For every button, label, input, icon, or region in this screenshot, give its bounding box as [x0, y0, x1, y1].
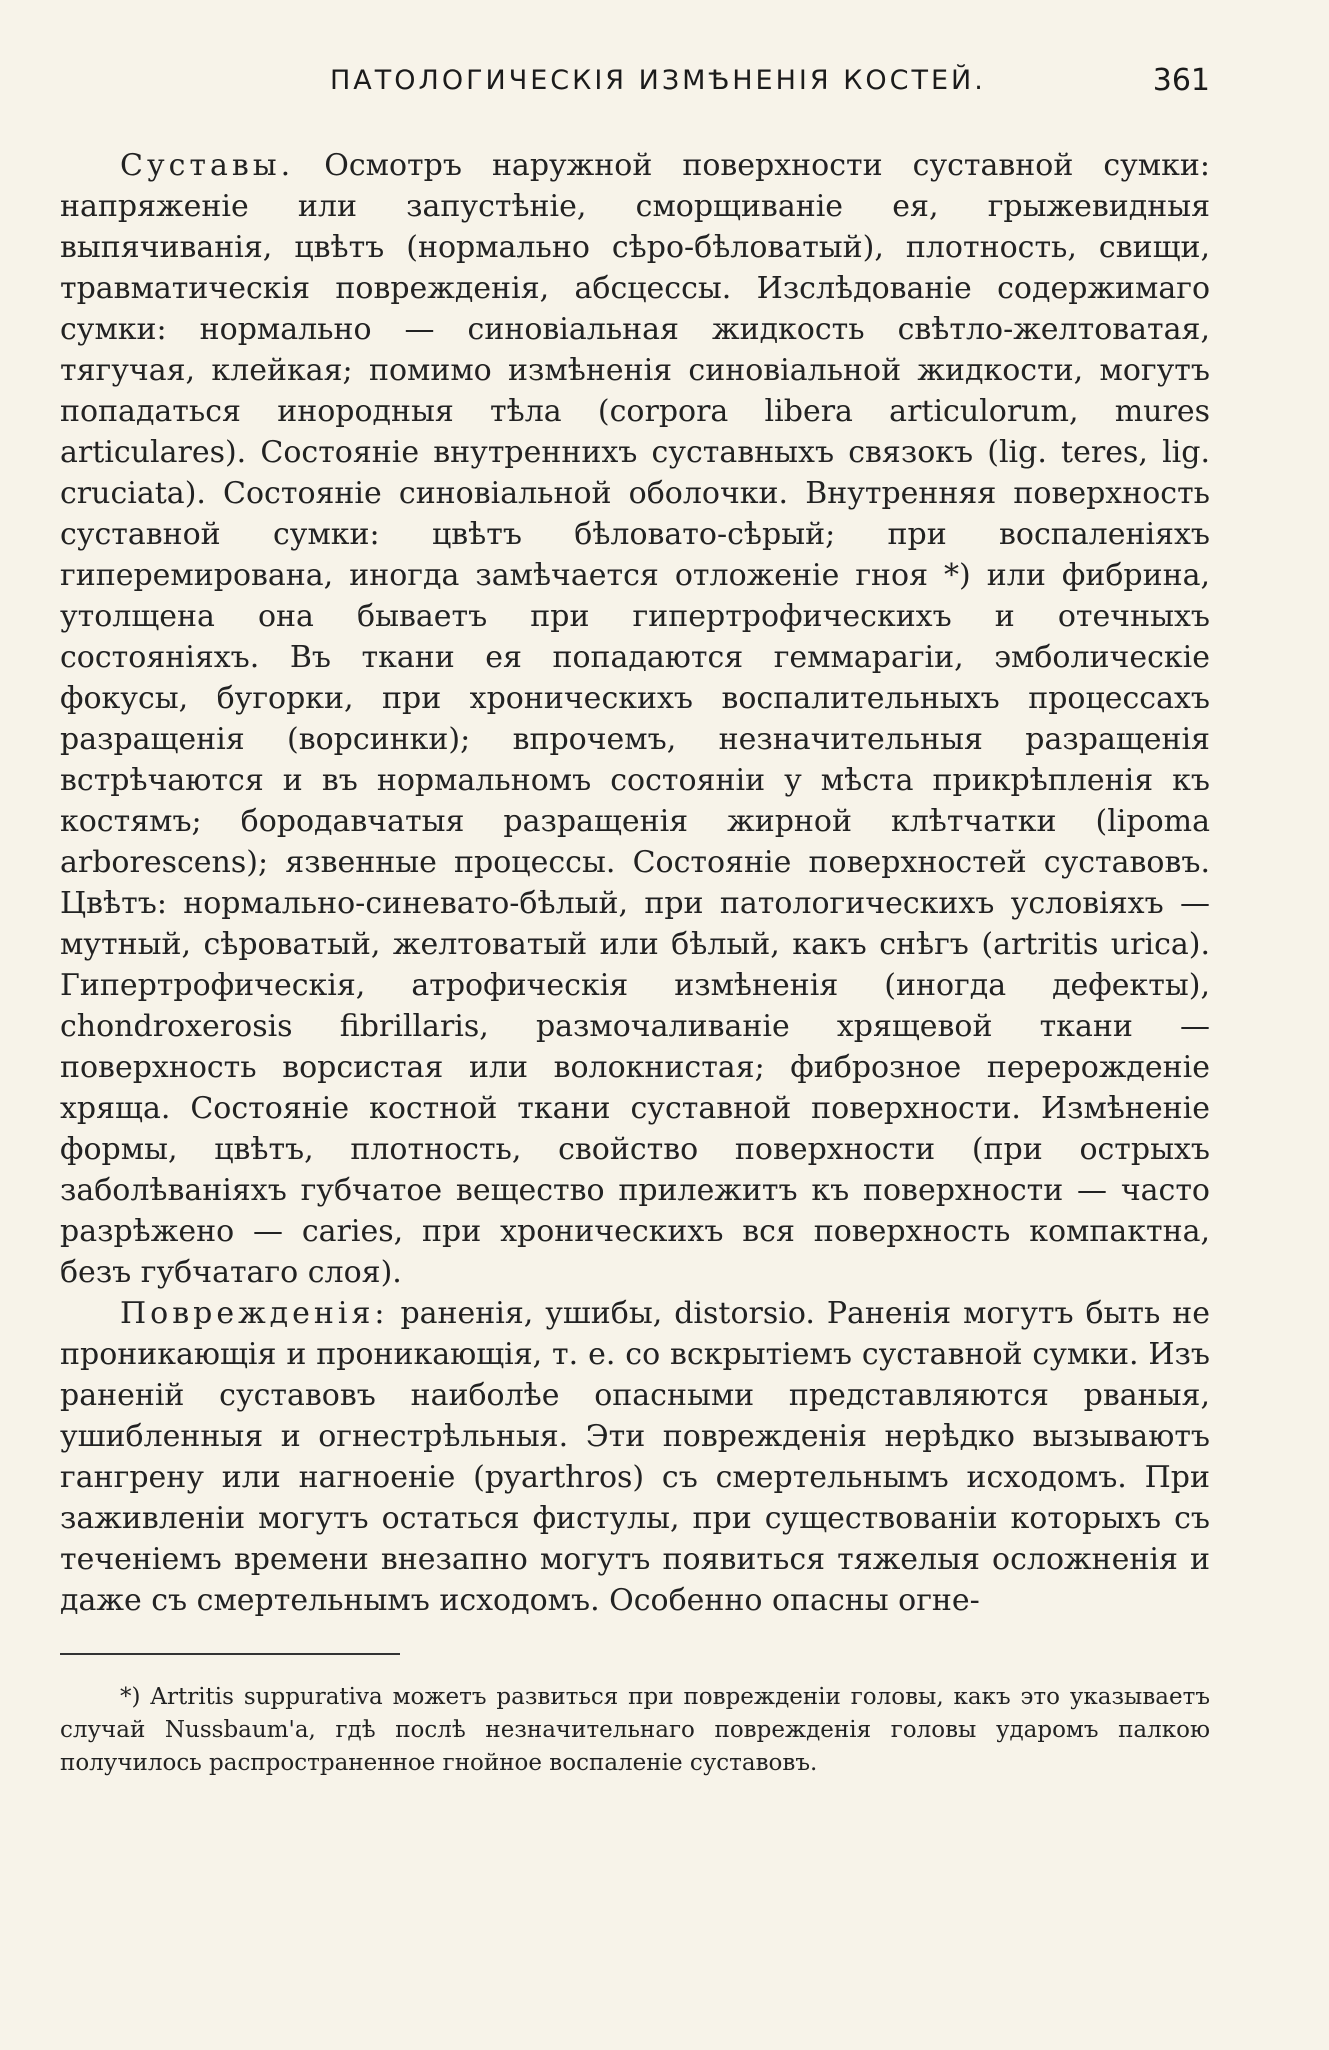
paragraph-text: раненія, ушибы, distorsio. Раненія могутъ быть не проникающія и проникающія, т. е. со вскрытіемъ суставной сумки. Изъ раненій суставовъ наиболѣе опасными представляются рваныя, ушибленныя и огнестрѣльныя. Эти поврежденія нерѣдко вызываютъ гангрену или нагноеніе (pyarthros) съ смертельнымъ исходомъ. При заживленіи могутъ остаться фистулы, при существованіи которыхъ съ теченіемъ времени внезапно могутъ появиться тяжелыя осложненія и даже съ смертельнымъ исходомъ. Особенно опасны огне- [60, 1296, 1210, 1618]
running-title: ПАТОЛОГИЧЕСКІЯ ИЗМѢНЕНІЯ КОСТЕЙ. [330, 65, 986, 96]
paragraph-text: Осмотръ наружной поверхности суставной сумки: напряженіе или запустѣніе, сморщиваніе ея, грыжевидныя выпячиванія, цвѣтъ (нормально сѣро-бѣловатый), плотность, свищи, травматическія поврежденія, абсцессы. Изслѣдованіе содержимаго сумки: нормально — синовіальная жидкость свѣтло-желтоватая, тягучая, клейкая; помимо измѣненія синовіальной жидкости, могутъ попадаться инородныя тѣла (corpora libera articulorum, mures articulares). Состояніе внутреннихъ суставныхъ связокъ (lig. teres, lig. cruciata). Состояніе синовіальной оболочки. Внутренняя поверхность суставной сумки: цвѣтъ бѣловато-сѣрый; при воспаленіяхъ гиперемирована, иногда замѣчается отложеніе гноя *) или фибрина, утолщена она бываетъ при гипертрофическихъ и отечныхъ состояніяхъ. Въ ткани ея попадаются геммарагіи, эмболическіе фокусы, бугорки, при хроническихъ воспалительныхъ процессахъ разращенія (ворсинки); впрочемъ, незначительныя разращенія встрѣчаются и въ нормальномъ состояніи у мѣста прикрѣпленія къ костямъ; бородавчатыя разращенія жирной клѣтчатки (lipoma arborescens); язвенные процессы. Состояніе поверхностей суставовъ. Цвѣтъ: нормально-синевато-бѣлый, при патологическихъ условіяхъ — мутный, сѣроватый, желтоватый или бѣлый, какъ снѣгъ (artritis urica). Гипертрофическія, атрофическія измѣненія (иногда дефекты), chondroxerosis fibrillaris, размочаливаніе хрящевой ткани — поверхность ворсистая или волокнистая; фиброзное перерожденіе хряща. Состояніе костной ткани суставной поверхности. Измѣненіе формы, цвѣтъ, плотность, свойство поверхности (при острыхъ заболѣваніяхъ губчатое вещество прилежитъ къ поверхности — часто разрѣжено — caries, при хроническихъ вся поверхность компактна, безъ губчатаго слоя). [60, 148, 1210, 1290]
footnote-divider [60, 1653, 400, 1655]
paragraph-lead: Поврежденія: [120, 1296, 389, 1331]
paragraph-injuries [60, 1293, 1210, 1621]
paragraph-joints [60, 145, 1210, 1293]
running-header [60, 55, 1210, 105]
page-number: 361 [1152, 63, 1210, 98]
paragraph-lead: Суставы. [120, 148, 295, 183]
book-page [60, 55, 1210, 1780]
footnote: *) Artritis suppurativa можетъ развиться при поврежденіи головы, какъ это указываетъ случай Nussbaum'a, гдѣ послѣ незначительнаго поврежденія головы ударомъ палкою получилось распространенное гнойное воспаленіе суставовъ. [60, 1684, 1210, 1776]
